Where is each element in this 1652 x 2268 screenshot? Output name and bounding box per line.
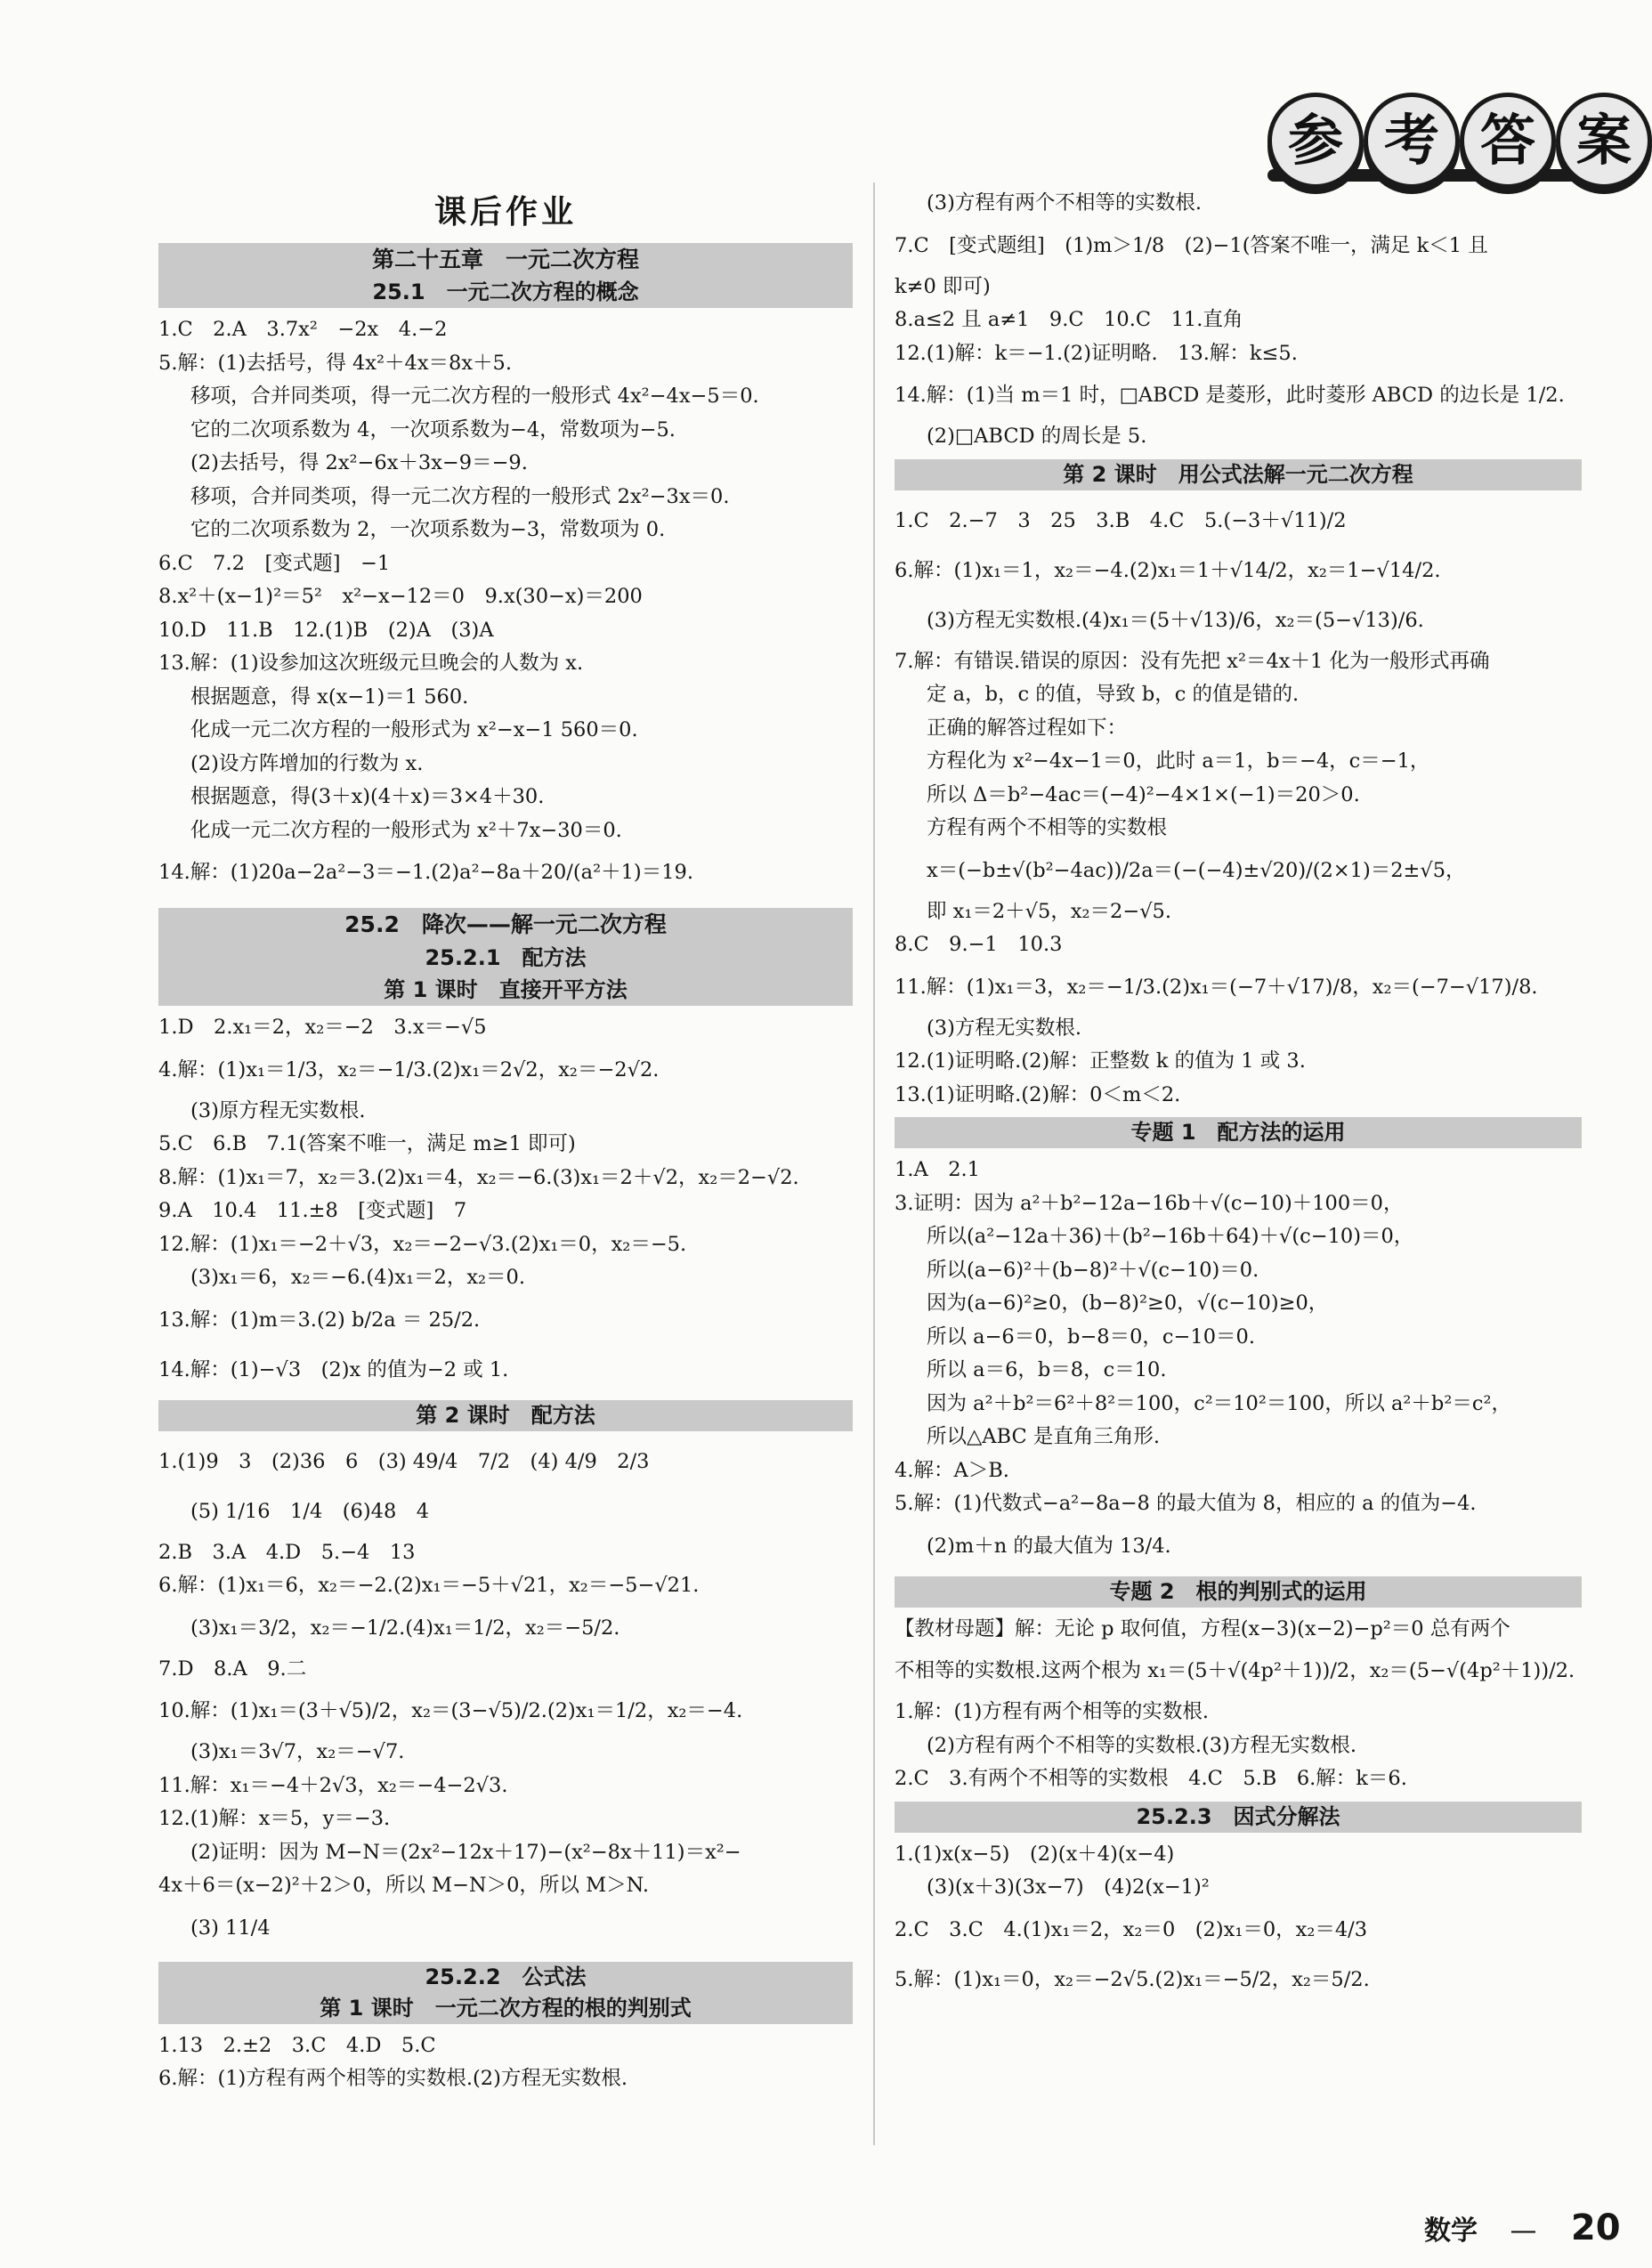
seal-char: 答 [1460,93,1556,189]
answer-line: 9.A 10.4 11.±8 [变式题] 7 [158,1199,467,1222]
answer-line: 8.解：(1)x₁＝7，x₂＝3.(2)x₁＝4，x₂＝−6.(3)x₁＝2＋√2，x₂＝2−√2. [158,1165,799,1189]
answer-line: x＝(−b±√(b²−4ac))/2a＝(−(−4)±√20)/(2×1)＝2±√5， [927,858,1466,882]
answers-continued [895,187,1582,454]
page-footer [1424,2207,1621,2248]
answer-line: 所以 Δ＝b²−4ac＝(−4)²−4×1×(−1)＝20＞0. [927,782,1360,806]
answer-line: (5) 1/16 1/4 (6)48 4 [190,1499,430,1523]
answer-line: 正确的解答过程如下： [927,716,1128,740]
answer-line: 12.(1)证明略.(2)解：正整数 k 的值为 1 或 3. [895,1049,1306,1073]
lesson-heading: 第 2 课时 用公式法解一元二次方程 [895,459,1582,490]
answer-line: 移项，合并同类项，得一元二次方程的一般形式 2x²−3x＝0. [190,484,730,508]
lesson-heading: 第 2 课时 配方法 [158,1400,853,1431]
answer-line: 它的二次项系数为 2，一次项系数为−3，常数项为 0. [190,518,666,541]
answers-25-1 [158,313,853,897]
answer-line: 6.解：(1)x₁＝6，x₂＝−2.(2)x₁＝−5＋√21，x₂＝−5−√21. [158,1574,700,1597]
answer-line: 因为(a−6)²≥0，(b−8)²≥0，√(c−10)≥0， [927,1292,1329,1315]
answer-line: 7.D 8.A 9.二 [158,1656,307,1681]
chapter-heading: 第二十五章 一元二次方程 [158,243,853,277]
answer-line: 7.解：有错误.错误的原因：没有先把 x²＝4x＋1 化为一般形式再确 [895,649,1490,673]
right-column [895,187,1582,2005]
answer-line: 5.解：(1)去括号，得 4x²＋4x＝8x＋5. [158,351,512,375]
answer-line: 1.A 2.1 [895,1158,980,1181]
answer-line: (3)方程无实数根.(4)x₁＝(5＋√13)/6，x₂＝(5−√13)/6. [927,608,1424,632]
subsection-heading: 25.2.1 配方法 [158,942,853,974]
answer-line: 13.解：(1)m＝3.(2) b/2a ＝ 25/2. [158,1308,481,1332]
answer-line: (3) 11/4 [190,1916,271,1940]
column-divider [873,182,875,2145]
topic-heading: 专题 1 配方法的运用 [895,1117,1582,1148]
answer-line: 【教材母题】解：无论 p 取何值，方程(x−3)(x−2)−p²＝0 总有两个 [895,1616,1510,1640]
answer-line: 4.解：A＞B. [895,1458,1009,1482]
answer-line: 8.x²＋(x−1)²＝5² x²−x−12＝0 9.x(30−x)＝200 [158,585,643,608]
answers-topic-2 [895,1613,1582,1796]
answer-line: (2)m＋n 的最大值为 13/4. [927,1534,1171,1558]
answer-line: 14.解：(1)20a−2a²−3＝−1.(2)a²−8a＋20/(a²＋1)＝19. [158,861,693,884]
answer-line: 1.解：(1)方程有两个相等的实数根. [895,1700,1209,1723]
answer-line: 所以(a²−12a＋36)＋(b²−16b＋64)＋√(c−10)＝0， [927,1225,1414,1248]
answer-line: 6.解：(1)x₁＝1，x₂＝−4.(2)x₁＝1＋√14/2，x₂＝1−√14/2. [895,558,1441,582]
answer-line: 所以△ABC 是直角三角形. [927,1425,1161,1448]
answer-line: 14.解：(1)−√3 (2)x 的值为−2 或 1. [158,1357,509,1381]
answer-line: 1.(1)x(x−5) (2)(x＋4)(x−4) [895,1842,1175,1866]
answer-line: 14.解：(1)当 m＝1 时，□ABCD 是菱形，此时菱形 ABCD 的边长是 1/2. [895,384,1565,407]
answer-line: 所以(a−6)²＋(b−8)²＋√(c−10)＝0. [927,1258,1259,1282]
answer-line: 2.C 3.C 4.(1)x₁＝2，x₂＝0 (2)x₁＝0，x₂＝4/3 [895,1917,1368,1941]
answer-line: 方程有两个不相等的实数根 [927,816,1168,839]
answer-line: 所以 a−6＝0，b−8＝0，c−10＝0. [927,1324,1255,1349]
answer-title-seals [1250,87,1632,185]
answer-line: 8.C 9.−1 10.3 [895,933,1063,956]
lesson-heading: 第 1 课时 一元二次方程的根的判别式 [158,1993,853,2024]
answer-line: (3)x₁＝3√7，x₂＝−√7. [190,1740,405,1763]
answer-line: 6.C 7.2 [变式题] −1 [158,551,391,575]
topic-heading: 专题 2 根的判别式的运用 [895,1576,1582,1608]
page-number: 20 [1570,2207,1621,2248]
answer-line: (2)设方阵增加的行数为 x. [190,751,424,775]
answer-line: 5.解：(1)代数式−a²−8a−8 的最大值为 8，相应的 a 的值为−4. [895,1492,1477,1515]
answer-line: (3)x₁＝3/2，x₂＝−1/2.(4)x₁＝1/2，x₂＝−5/2. [190,1616,620,1640]
answer-line: 11.解：x₁＝−4＋2√3，x₂＝−4−2√3. [158,1773,508,1797]
answer-line: 移项，合并同类项，得一元二次方程的一般形式 4x²−4x−5＝0. [190,385,759,408]
answer-line: 10.D 11.B 12.(1)B (2)A (3)A [158,618,494,642]
answer-line: 化成一元二次方程的一般形式为 x²−x−1 560＝0. [190,718,638,741]
answer-line: (3)(x＋3)(3x−7) (4)2(x−1)² [927,1875,1210,1899]
answer-line: 根据题意，得(3＋x)(4＋x)＝3×4＋30. [190,785,545,808]
section-heading: 25.2.3 因式分解法 [895,1802,1582,1833]
answer-line: 1.(1)9 3 (2)36 6 (3) 49/4 7/2 (4) 4/9 2/3 [158,1449,650,1473]
left-column [158,187,853,2096]
answer-line: 6.解：(1)方程有两个相等的实数根.(2)方程无实数根. [158,2067,628,2090]
page-title: 课后作业 [433,194,577,231]
answer-line: (3)方程有两个不相等的实数根. [927,191,1203,215]
answer-line: 8.a≤2 且 a≠1 9.C 10.C 11.直角 [895,308,1243,331]
answers-lesson-2 [158,1437,853,1953]
answer-line: 13.(1)证明略.(2)解：0＜m＜2. [895,1082,1181,1106]
answer-line: 10.解：(1)x₁＝(3＋√5)/2，x₂＝(3−√5)/2.(2)x₁＝1/2，x₂＝−4. [158,1699,743,1722]
answer-line: 7.C [变式题组] (1)m＞1/8 (2)−1(答案不唯一，满足 k＜1 且 [895,233,1488,257]
answer-line: 1.13 2.±2 3.C 4.D 5.C [158,2033,436,2057]
answer-line: 13.解：(1)设参加这次班级元旦晚会的人数为 x. [158,652,584,675]
page-header [0,0,1632,187]
answer-line: (2)□ABCD 的周长是 5. [927,425,1147,448]
answer-line: 1.C 2.−7 3 25 3.B 4.C 5.(−3＋√11)/2 [895,508,1347,532]
lesson-heading: 第 1 课时 直接开平方法 [158,974,853,1006]
answer-line: 定 a，b，c 的值，导致 b，c 的值是错的. [927,683,1300,706]
seal-char: 考 [1364,93,1460,189]
answer-line: 5.解：(1)x₁＝0，x₂＝−2√5.(2)x₁＝−5/2，x₂＝5/2. [895,1967,1370,1991]
answer-line: 方程化为 x²−4x−1＝0，此时 a＝1，b＝−4，c＝−1， [927,749,1430,773]
answer-line: 不相等的实数根.这两个根为 x₁＝(5＋√(4p²＋1))/2，x₂＝(5−√(4p²＋1))/2. [895,1659,1575,1682]
answer-line: (3)x₁＝6，x₂＝−6.(4)x₁＝2，x₂＝0. [190,1266,525,1289]
answers-formula [895,496,1582,1113]
footer-dash: — [1510,2215,1537,2247]
answer-line: 2.B 3.A 4.D 5.−4 13 [158,1540,416,1564]
answer-line: 它的二次项系数为 4，一次项系数为−4，常数项为−5. [190,417,676,441]
subsection-heading: 25.2.2 公式法 [158,1962,853,1993]
answer-line: 1.C 2.A 3.7x² −2x 4.−2 [158,318,448,341]
answer-line: 1.D 2.x₁＝2，x₂＝−2 3.x＝−√5 [158,1016,487,1039]
answer-line: 2.C 3.有两个不相等的实数根 4.C 5.B 6.解：k＝6. [895,1767,1407,1790]
subject-label: 数学 [1424,2215,1478,2247]
answer-line: (2)去括号，得 2x²−6x＋3x−9＝−9. [190,451,528,474]
section-heading: 25.2 降次——解一元二次方程 [158,908,853,942]
answer-line: 因为 a²＋b²＝6²＋8²＝100，c²＝10²＝100，所以 a²＋b²＝c²， [927,1391,1511,1415]
answer-line: 所以 a＝6，b＝8，c＝10. [927,1358,1167,1381]
answer-line: 11.解：(1)x₁＝3，x₂＝−1/3.(2)x₁＝(−7＋√17)/8，x₂＝(−7−√17)/8. [895,975,1538,999]
seal-char: 案 [1556,93,1652,189]
answer-line: 根据题意，得 x(x−1)＝1 560. [190,684,469,709]
answers-lesson-1 [158,1011,853,1395]
section-heading: 25.1 一元二次方程的概念 [158,277,853,308]
answer-line: 12.(1)解：k＝−1.(2)证明略. 13.解：k≤5. [895,341,1298,365]
answer-line: (2)证明：因为 M−N＝(2x²−12x＋17)−(x²−8x＋11)＝x²− [190,1840,741,1864]
answer-line: 4.解：(1)x₁＝1/3，x₂＝−1/3.(2)x₁＝2√2，x₂＝−2√2. [158,1057,660,1081]
answers-discriminant [158,2029,853,2096]
answer-line: 12.(1)解：x＝5，y＝−3. [158,1807,391,1830]
answer-line: 12.解：(1)x₁＝−2＋√3，x₂＝−2−√3.(2)x₁＝0，x₂＝−5. [158,1232,687,1256]
answer-line: 即 x₁＝2＋√5，x₂＝2−√5. [927,899,1172,923]
answer-line: 5.C 6.B 7.1(答案不唯一，满足 m≥1 即可) [158,1132,576,1155]
answer-line: (3)方程无实数根. [927,1016,1082,1040]
answer-line: (3)原方程无实数根. [190,1098,366,1122]
answer-line: 4x＋6＝(x−2)²＋2＞0，所以 M−N＞0，所以 M＞N. [158,1874,650,1897]
seal-char: 参 [1267,93,1364,189]
answer-line: (2)方程有两个不相等的实数根.(3)方程无实数根. [927,1733,1357,1757]
answers-25-2-3 [895,1838,1582,2005]
answer-line: 3.证明：因为 a²＋b²−12a−16b＋√(c−10)＋100＝0， [895,1191,1404,1215]
answer-line: 化成一元二次方程的一般形式为 x²＋7x−30＝0. [190,818,622,842]
answer-line: k≠0 即可) [895,274,991,298]
answers-topic-1 [895,1154,1582,1571]
